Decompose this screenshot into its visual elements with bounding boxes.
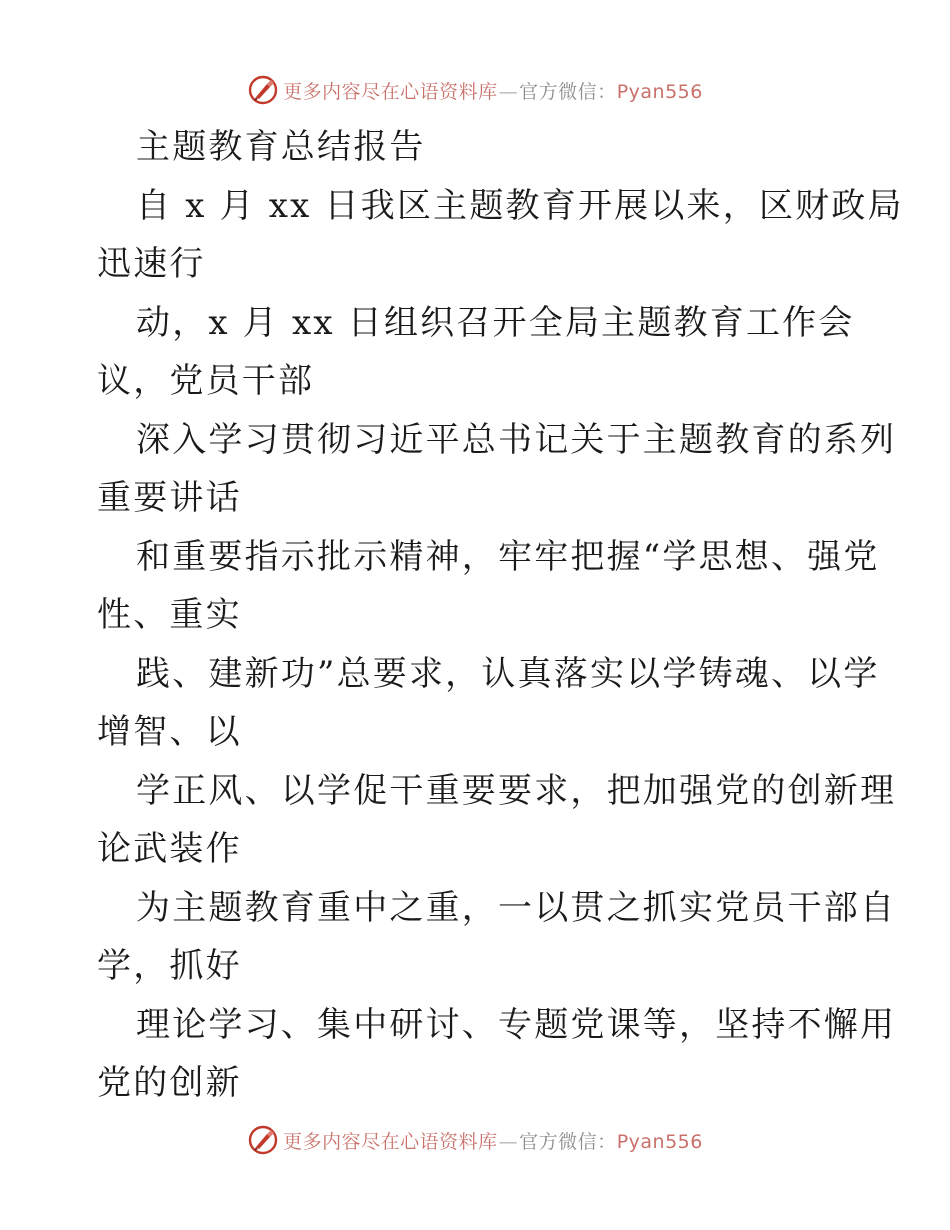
paragraph-line: 和重要指示批示精神，牢牢把握“学思想、强党 [136,537,880,577]
paragraph-line: 迅速行 [97,244,206,284]
watermark-text [283,77,703,104]
paragraph-line: 深入学习贯彻习近平总书记关于主题教育的系列 [136,420,897,460]
paragraph-line: 党的创新 [97,1063,242,1103]
document-title: 主题教育总结报告 [136,127,426,167]
paragraph-line: 理论学习、集中研讨、专题党课等，坚持不懈用 [136,1005,897,1045]
watermark-account: Pyan556 [616,1130,703,1153]
watermark-separator: — [498,1130,519,1153]
watermark-label: 官方微信： [519,1130,617,1153]
paragraph-line: 动，x 月 xx 日组织召开全局主题教育工作会 [136,303,855,343]
paragraph-line: 性、重实 [97,595,242,635]
watermark-account: Pyan556 [616,80,703,103]
paragraph-line: 重要讲话 [97,478,242,518]
watermark-site: 更多内容尽在心语资料库 [283,1130,498,1153]
paragraph-line: 议，党员干部 [97,361,315,401]
pen-logo-icon [247,1124,279,1156]
watermark-separator: — [498,80,519,103]
paragraph-line: 践、建新功”总要求，认真落实以学铸魂、以学 [136,654,880,694]
paragraph-line: 论武装作 [97,829,242,869]
paragraph-line: 自 x 月 xx 日我区主题教育开展以来，区财政局 [136,186,904,226]
paragraph-line: 为主题教育重中之重，一以贯之抓实党员干部自 [136,888,897,928]
header-watermark [0,70,950,110]
watermark-site: 更多内容尽在心语资料库 [283,80,498,103]
pen-logo-icon [247,74,279,106]
watermark-label: 官方微信： [519,80,617,103]
paragraph-line: 增智、以 [97,712,242,752]
paragraph-line: 学正风、以学促干重要要求，把加强党的创新理 [136,771,897,811]
footer-watermark [0,1120,950,1160]
paragraph-line: 学，抓好 [97,946,242,986]
watermark-text [283,1127,703,1154]
